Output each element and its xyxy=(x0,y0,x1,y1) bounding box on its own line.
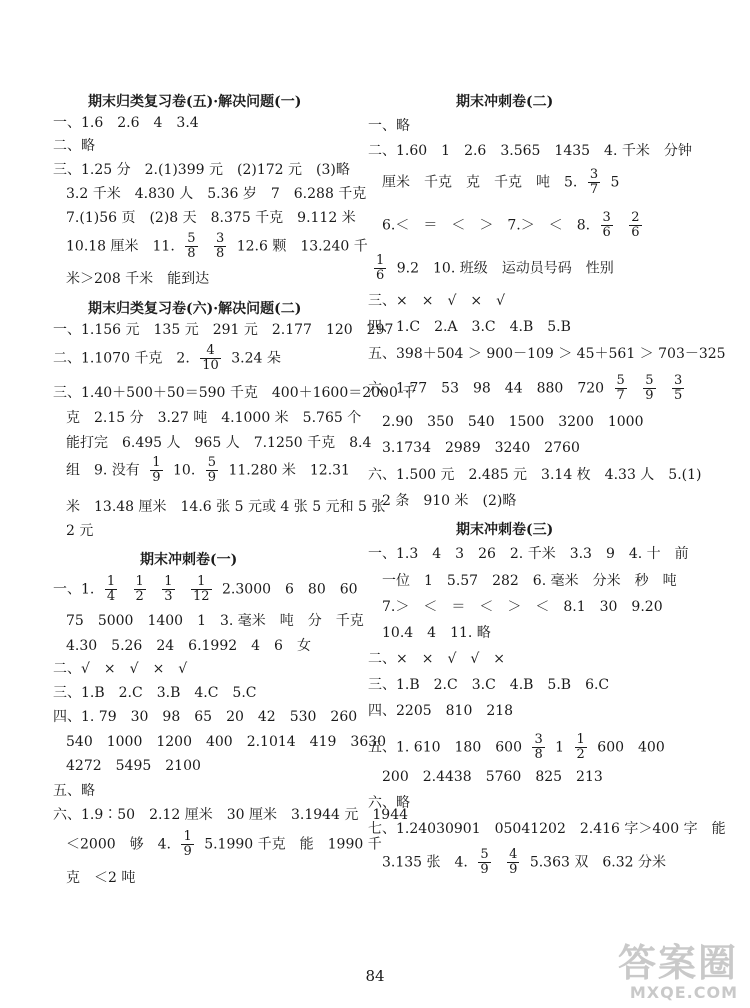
denominator: 6 xyxy=(376,268,385,283)
numerator: 1 xyxy=(106,574,116,589)
answer-line: 4272 5495 2100 xyxy=(66,758,201,774)
answer-line-with-fractions xyxy=(53,575,358,604)
fraction xyxy=(507,848,519,877)
answer-line: 二、略 xyxy=(53,138,95,154)
answer-line-with-fractions xyxy=(382,848,666,877)
denominator: 2 xyxy=(135,589,144,604)
fraction xyxy=(601,211,613,240)
answer-line: 三、1.25 分 2.(1)399 元 (2)172 元 (3)略 xyxy=(53,162,350,178)
answer-text: 10.18 厘米 11. xyxy=(66,238,175,255)
numerator: 1 xyxy=(183,829,192,844)
denominator: 10 xyxy=(202,358,219,373)
answer-line: 能打完 6.495 人 965 人 7.1250 千克 8.4 xyxy=(66,435,372,451)
fraction xyxy=(214,232,226,261)
answer-line: 七、1.24030901 05041202 2.416 字＞400 字 能 xyxy=(368,821,726,837)
answer-text: ＜2000 够 4. xyxy=(66,836,171,853)
answer-line: 一、1.6 2.6 4 3.4 xyxy=(53,115,199,131)
denominator: 6 xyxy=(602,225,611,240)
answer-text: 组 9. 没有 xyxy=(66,462,140,479)
numerator: 5 xyxy=(645,373,654,388)
answer-line: 三、1.B 2.C 3.B 4.C 5.C xyxy=(53,685,257,701)
answer-text: 3.135 张 4. xyxy=(382,854,468,871)
answer-line: 3.1734 2989 3240 2760 xyxy=(382,440,580,456)
fraction xyxy=(575,733,587,762)
numerator: 3 xyxy=(589,167,599,182)
answer-line: 四、2205 810 218 xyxy=(368,703,514,719)
fraction xyxy=(150,456,162,485)
answer-line: 四、1. 79 30 98 65 20 42 530 260 xyxy=(53,709,358,725)
answer-text: 2.3000 6 80 60 xyxy=(222,581,358,598)
denominator: 9 xyxy=(509,862,518,877)
numerator: 5 xyxy=(480,847,489,862)
answer-line-with-fractions xyxy=(53,344,281,373)
section-title-sprint-2: 期末冲刺卷(二) xyxy=(456,94,554,110)
answer-text: 五、1. 610 180 600 xyxy=(368,739,522,756)
answer-line: 一、1.3 4 3 26 2. 千米 3.3 9 4. 十 前 xyxy=(368,546,689,562)
numerator: 1 xyxy=(191,575,212,590)
answer-text: 10. xyxy=(173,462,196,479)
numerator: 5 xyxy=(187,231,196,246)
answer-line-with-fractions xyxy=(66,232,368,261)
answer-line: 一、略 xyxy=(368,118,410,134)
answer-line: 二、× × √ √ × xyxy=(368,651,506,667)
fraction xyxy=(629,211,641,240)
fraction xyxy=(643,374,655,403)
answer-line: 三、× × √ × √ xyxy=(368,293,506,309)
answer-line: 四、1.C 2.A 3.C 4.B 5.B xyxy=(368,319,571,335)
answer-line: 10.4 4 11. 略 xyxy=(382,625,491,641)
answer-line: 540 1000 1200 400 2.1014 419 3630 xyxy=(66,734,387,750)
answer-line-with-fractions xyxy=(368,733,665,762)
answer-text: 12.6 颗 13.240 千 xyxy=(236,238,368,255)
answer-line: 7.＞ ＜ ＝ ＜ ＞ ＜ 8.1 30 9.20 xyxy=(382,599,663,615)
answer-line-with-fractions xyxy=(374,254,614,283)
watermark-logo-text: 答案圈 xyxy=(617,941,738,985)
denominator: 8 xyxy=(215,246,225,261)
answer-text: 1 xyxy=(555,739,565,756)
denominator: 9 xyxy=(645,388,654,403)
answer-line-with-fractions xyxy=(368,374,690,403)
answer-line-with-fractions xyxy=(382,168,619,197)
answer-line: 75 5000 1400 1 3. 毫米 吨 分 千克 xyxy=(66,613,364,629)
fraction xyxy=(588,168,600,197)
answer-line: 7.(1)56 页 (2)8 天 8.375 千克 9.112 米 xyxy=(66,210,356,226)
fraction xyxy=(206,456,218,485)
denominator: 5 xyxy=(673,388,683,403)
fraction xyxy=(532,733,544,762)
denominator: 12 xyxy=(193,589,210,604)
fraction xyxy=(672,374,684,403)
answer-line: 五、398＋504 ＞ 900－109 ＞ 45＋561 ＞ 703－325 xyxy=(368,346,726,362)
answer-line: 二、√ × √ × √ xyxy=(53,661,188,677)
fraction xyxy=(191,575,212,604)
denominator: 3 xyxy=(164,589,173,604)
numerator: 5 xyxy=(616,373,625,388)
denominator: 6 xyxy=(631,225,640,240)
numerator: 3 xyxy=(602,210,611,225)
answer-text: 9.2 10. 班级 运动员号码 性别 xyxy=(396,260,614,277)
denominator: 7 xyxy=(589,182,599,197)
answer-line: 一位 1 5.57 282 6. 毫米 分米 秒 吨 xyxy=(382,573,677,589)
answer-line-with-fractions xyxy=(66,830,382,859)
answer-text: 11.280 米 12.31 xyxy=(228,462,350,479)
fraction xyxy=(374,254,386,283)
answer-line: 200 2.4438 5760 825 213 xyxy=(382,769,603,785)
answer-line: 米 13.48 厘米 14.6 张 5 元或 4 张 5 元和 5 张 xyxy=(66,499,386,515)
answer-text: 5 xyxy=(610,174,620,191)
answer-text: 厘米 千克 克 千克 吨 5. xyxy=(382,174,578,191)
numerator: 1 xyxy=(376,253,385,268)
numerator: 1 xyxy=(152,455,161,470)
section-title-sprint-1: 期末冲刺卷(一) xyxy=(140,552,238,568)
denominator: 9 xyxy=(207,470,216,485)
answer-text: 二、1.1070 千克 2. xyxy=(53,350,190,367)
answer-line: 三、1.B 2.C 3.C 4.B 5.B 6.C xyxy=(368,677,610,693)
answer-line: 六、1.9∶50 2.12 厘米 30 厘米 3.1944 元 1944 xyxy=(53,807,409,823)
numerator: 3 xyxy=(534,732,543,747)
answer-line: 一、1.156 元 135 元 291 元 2.177 120 297 xyxy=(53,322,394,338)
answer-text: 5.1990 千克 能 1990 千 xyxy=(204,836,382,853)
numerator: 3 xyxy=(673,373,683,388)
denominator: 8 xyxy=(534,747,543,762)
denominator: 8 xyxy=(187,246,196,261)
watermark-url: MXQE.COM xyxy=(629,983,738,1002)
denominator: 9 xyxy=(152,470,161,485)
answer-text: 六、1.77 53 98 44 880 720 xyxy=(368,380,605,397)
answer-line: 六、1.500 元 2.485 元 3.14 枚 4.33 人 5.(1) xyxy=(368,467,702,483)
numerator: 4 xyxy=(200,344,221,359)
answer-line: 六、略 xyxy=(368,795,410,811)
fraction xyxy=(105,575,117,604)
answer-line: 2 条 910 米 (2)略 xyxy=(382,493,517,509)
numerator: 4 xyxy=(509,847,518,862)
numerator: 5 xyxy=(207,455,216,470)
fraction xyxy=(185,232,197,261)
answer-line: 五、略 xyxy=(53,783,95,799)
answer-line: 米＞208 千米 能到达 xyxy=(66,271,210,287)
answer-line: 三、1.40＋500＋50＝590 千克 400＋1600＝2000 千 xyxy=(53,385,417,401)
answer-text: 6.＜ ＝ ＜ ＞ 7.＞ ＜ 8. xyxy=(382,217,591,234)
section-title-review-5: 期末归类复习卷(五)·解决问题(一) xyxy=(88,94,302,110)
fraction xyxy=(181,830,193,859)
answer-line: 3.2 千米 4.830 人 5.36 岁 7 6.288 千克 xyxy=(66,186,367,202)
answer-line-with-fractions xyxy=(382,211,648,240)
denominator: 9 xyxy=(480,862,489,877)
answer-line: 2.90 350 540 1500 3200 1000 xyxy=(382,414,644,430)
answer-line: 二、1.60 1 2.6 3.565 1435 4. 千米 分钟 xyxy=(368,143,692,159)
answer-text: 一、1. xyxy=(53,581,95,598)
denominator: 9 xyxy=(183,844,192,859)
denominator: 2 xyxy=(576,747,585,762)
answer-text: 600 400 xyxy=(597,739,665,756)
numerator: 1 xyxy=(164,574,173,589)
fraction xyxy=(200,344,221,373)
answer-line: 2 元 xyxy=(66,523,94,539)
fraction xyxy=(162,575,174,604)
fraction xyxy=(478,848,490,877)
answer-text: 5.363 双 6.32 分米 xyxy=(529,854,666,871)
numerator: 3 xyxy=(215,231,225,246)
fraction xyxy=(615,374,627,403)
answer-line: 克 2.15 分 3.27 吨 4.1000 米 5.765 个 xyxy=(66,410,362,426)
fraction xyxy=(134,575,146,604)
section-title-sprint-3: 期末冲刺卷(三) xyxy=(456,522,554,538)
answer-line: 4.30 5.26 24 6.1992 4 6 女 xyxy=(66,638,311,654)
numerator: 1 xyxy=(576,732,585,747)
answer-line: 克 ＜2 吨 xyxy=(66,870,136,886)
numerator: 2 xyxy=(631,210,640,225)
answer-text: 3.24 朵 xyxy=(231,350,281,367)
denominator: 7 xyxy=(616,388,625,403)
answer-line-with-fractions xyxy=(66,456,350,485)
section-title-review-6: 期末归类复习卷(六)·解决问题(二) xyxy=(88,301,302,317)
page-number: 84 xyxy=(365,967,385,985)
numerator: 1 xyxy=(135,574,144,589)
denominator: 4 xyxy=(106,589,116,604)
watermark xyxy=(618,943,738,1002)
